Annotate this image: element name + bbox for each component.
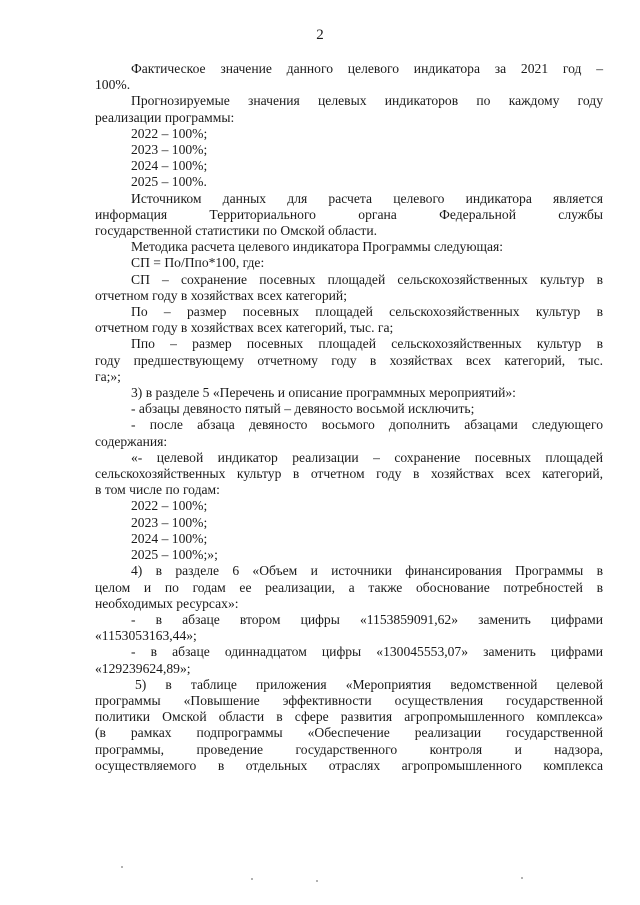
text-line-p15b: «129239624,89»; [95, 660, 191, 676]
text-line-p2b: реализации программы: [95, 109, 235, 125]
text-line-p16b: программы «Повышение эффективности осуществления государственной [95, 692, 603, 708]
text-line-p16f: осуществляемого в отдельных отраслях агропромышленного комплекса [95, 757, 603, 773]
text-line-p12b: сельскохозяйственных культур в отчетном году в хозяйствах всех категорий, [95, 466, 603, 482]
text-line-p2a: Прогнозируемые значения целевых индикаторов по каждому году [131, 93, 603, 109]
text-line-p3a: Источником данных для расчета целевого индикатора является [131, 190, 603, 206]
text-line-p13a: 4) в разделе 6 «Объем и источники финансирования Программы в [131, 563, 603, 579]
text-line-p6b: отчетном году в хозяйствах всех категорий; [95, 287, 347, 303]
text-line-p5: СП = По/Ппо*100, где: [131, 255, 265, 271]
text-line-y1: 2022 – 100%; [131, 125, 208, 141]
text-line-p12a: «- целевой индикатор реализации – сохранение посевных площадей [131, 449, 603, 465]
text-line-p3c: государственной статистики по Омской области. [95, 223, 377, 239]
text-line-p16a: 5) в таблице приложения «Мероприятия ведомственной целевой [135, 676, 603, 692]
scan-speck [521, 877, 523, 879]
text-line-y4: 2025 – 100%. [131, 174, 207, 190]
text-line-p1a: Фактическое значение данного целевого индикатора за 2021 год – [131, 61, 603, 76]
text-line-p1b: 100%. [95, 77, 131, 93]
text-line-p9: 3) в разделе 5 «Перечень и описание программных мероприятий»: [131, 385, 516, 401]
text-line-p16e: программы, проведение государственного контроля и надзора, [95, 741, 603, 757]
text-line-p15a: - в абзаце одиннадцатом цифры «130045553,07» заменить цифрами [131, 644, 603, 660]
text-line-p12c: в том числе по годам: [95, 482, 220, 498]
text-line-p7a: По – размер посевных площадей сельскохозяйственных культур в [131, 304, 603, 320]
text-line-p7b: отчетном году в хозяйствах всех категорий, тыс. га; [95, 320, 394, 336]
text-line-p11a: - после абзаца девяносто восьмого дополнить абзацами следующего [131, 417, 603, 433]
document-body [95, 61, 603, 774]
text-line-p16d: (в рамках подпрограммы «Обеспечение реализации государственной [95, 725, 603, 741]
text-line-p11b: содержания: [95, 433, 168, 449]
text-line-p3b: информация Территориального органа Федеральной службы [95, 206, 603, 222]
text-line-p10: - абзацы девяносто пятый – девяносто восьмой исключить; [131, 401, 475, 417]
text-line-y6: 2023 – 100%; [131, 514, 208, 530]
text-line-y2: 2023 – 100%; [131, 142, 208, 158]
text-line-p14b: «1153053163,44»; [95, 628, 197, 644]
text-line-p13b: целом и по годам ее реализации, а также обоснование потребностей в [95, 579, 603, 595]
text-line-p6a: СП – сохранение посевных площадей сельскохозяйственных культур в [131, 271, 603, 287]
text-line-p4: Методика расчета целевого индикатора Программы следующая: [131, 239, 504, 255]
text-line-y3: 2024 – 100%; [131, 158, 208, 174]
scan-speck [121, 866, 123, 868]
text-line-p14a: - в абзаце втором цифры «1153859091,62» заменить цифрами [131, 611, 603, 627]
text-line-p8b: году предшествующему отчетному году в хозяйствах всех категорий, тыс. [95, 352, 603, 368]
text-line-y5: 2022 – 100%; [131, 498, 208, 514]
scan-speck [251, 878, 253, 880]
text-line-y8: 2025 – 100%;»; [131, 547, 218, 563]
text-line-p8a: Ппо – размер посевных площадей сельскохозяйственных культур в [131, 336, 603, 352]
text-line-y7: 2024 – 100%; [131, 530, 208, 546]
text-line-p13c: необходимых ресурсах»: [95, 595, 239, 611]
text-line-p8c: га;»; [95, 368, 121, 384]
scan-speck [316, 880, 318, 882]
text-line-p16c: политики Омской области в сфере развития агропромышленного комплекса» [95, 709, 603, 725]
page-number: 2 [316, 27, 324, 43]
